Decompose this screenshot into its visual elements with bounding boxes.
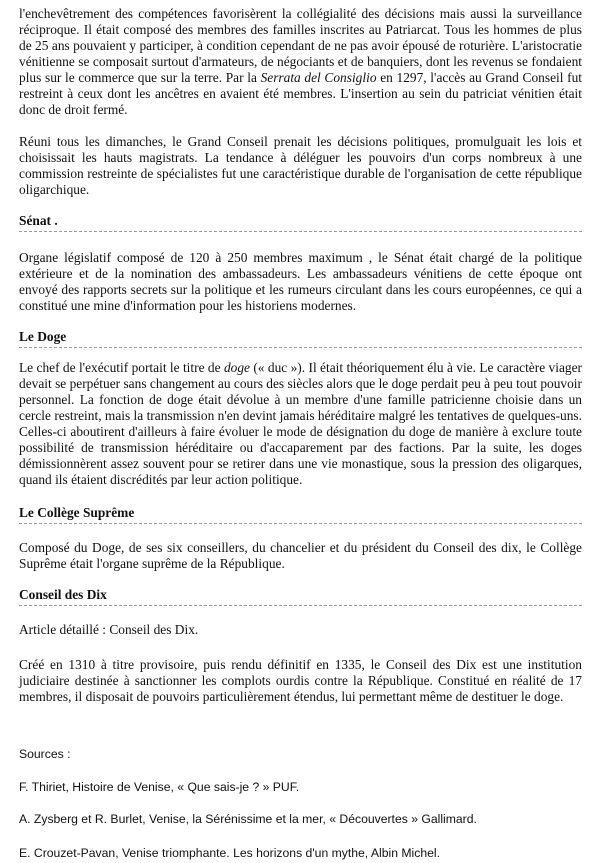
paragraph-college: Composé du Doge, de ses six conseillers, du chancelier et du président du Conseil des dix, le Collège Suprême était l'organe suprême de la République. [19, 540, 582, 571]
source-item: E. Crouzet-Pavan, Venise triomphante. Les horizons d'un mythe, Albin Michel. [19, 846, 440, 860]
source-item: A. Zysberg et R. Burlet, Venise, la Sérénissime et la mer, « Découvertes » Gallimard. [19, 812, 477, 826]
paragraph-grand-conseil-role: Réuni tous les dimanches, le Grand Conseil prenait les décisions politiques, promulguait les lois et choisissait les hauts magistrats. La tendance à déléguer les pouvoirs d'un corps nombreux à une commission restreinte de spécialistes fut une caractéristique durable de l'organisation de cette république oligarchique. [19, 134, 582, 197]
sources-label: Sources : [19, 747, 71, 761]
paragraph-dix: Créé en 1310 à titre provisoire, puis rendu définitif en 1335, le Conseil des Dix est une institution judiciaire destinée à sanctionner les complots ourdis contre la République. Constitué en réalité de 17 membres, il disposait de pouvoirs particulièrement étendus, lui permettant même de destituer le doge. [19, 657, 582, 704]
section-heading-doge: Le Doge [19, 329, 582, 348]
paragraph-grand-conseil [19, 6, 582, 118]
section-heading-dix: Conseil des Dix [19, 587, 582, 606]
paragraph-senat: Organe législatif composé de 120 à 250 membres maximum , le Sénat était chargé de la politique extérieure et de la nomination des ambassadeurs. Les ambassadeurs vénitiens de cette époque ont envoyé des rapports secrets sur la politique et les rumeurs circulant dans les cours européennes, ce qui a constitué une mine d'information pour les historiens modernes. [19, 250, 582, 313]
paragraph-text: (« duc »). Il était théoriquement élu à vie. Le caractère viager devait se perpétuer sans changement au cours des siècles alors que le doge perdait peu à peu tout pouvoir personnel. La fonction de doge était dévolue à un membre d'une famille patricienne choisie dans un cercle restreint, mais la transmission n'en devint jamais héréditaire malgré les tentatives de quelques-uns. Celles-ci aboutirent d'ailleurs à faire évoluer le mode de désignation du doge de manière à exclure toute possibilité de transmission héréditaire ou d'accaparement par des factions. Par la suite, les doges démissionnèrent assez souvent pour se retirer dans une vie monastique, sous la pression des oligarques, quand ils étaient discrédités par leur action politique. [19, 360, 582, 487]
source-item: F. Thiriet, Histoire de Venise, « Que sais-je ? » PUF. [19, 780, 300, 794]
paragraph-text: en 1297, l'accès au Grand Conseil fut restreint à ceux dont les ancêtres en avaient été membres. L'insertion au sein du patriciat vénitien était donc de droit fermé. [19, 70, 583, 117]
serrata-term: Serrata del Consiglio [260, 70, 377, 85]
doge-term: doge [223, 360, 250, 375]
section-heading-college: Le Collège Suprême [19, 505, 582, 524]
section-heading-senat: Sénat . [19, 213, 582, 232]
paragraph-doge [19, 360, 582, 488]
article-link-line: Article détaillé : Conseil des Dix. [19, 622, 199, 637]
paragraph-text: Le chef de l'exécutif portait le titre de [19, 360, 224, 375]
paragraph-text: l'enchevêtrement des compétences favorisèrent la collégialité des décisions mais aussi la surveillance réciproque. Il était composé des membres des familles inscrites au Patriarcat. Tous les hommes de plus de 25 ans pouvaient y participer, à condition cependant de ne pas avoir épousé de roturière. L'aristocratie vénitienne se composait surtout d'armateurs, de négociants et de banquiers, dont les revenus se fondaient plus sur le commerce que sur la terre. Par la [19, 6, 582, 85]
